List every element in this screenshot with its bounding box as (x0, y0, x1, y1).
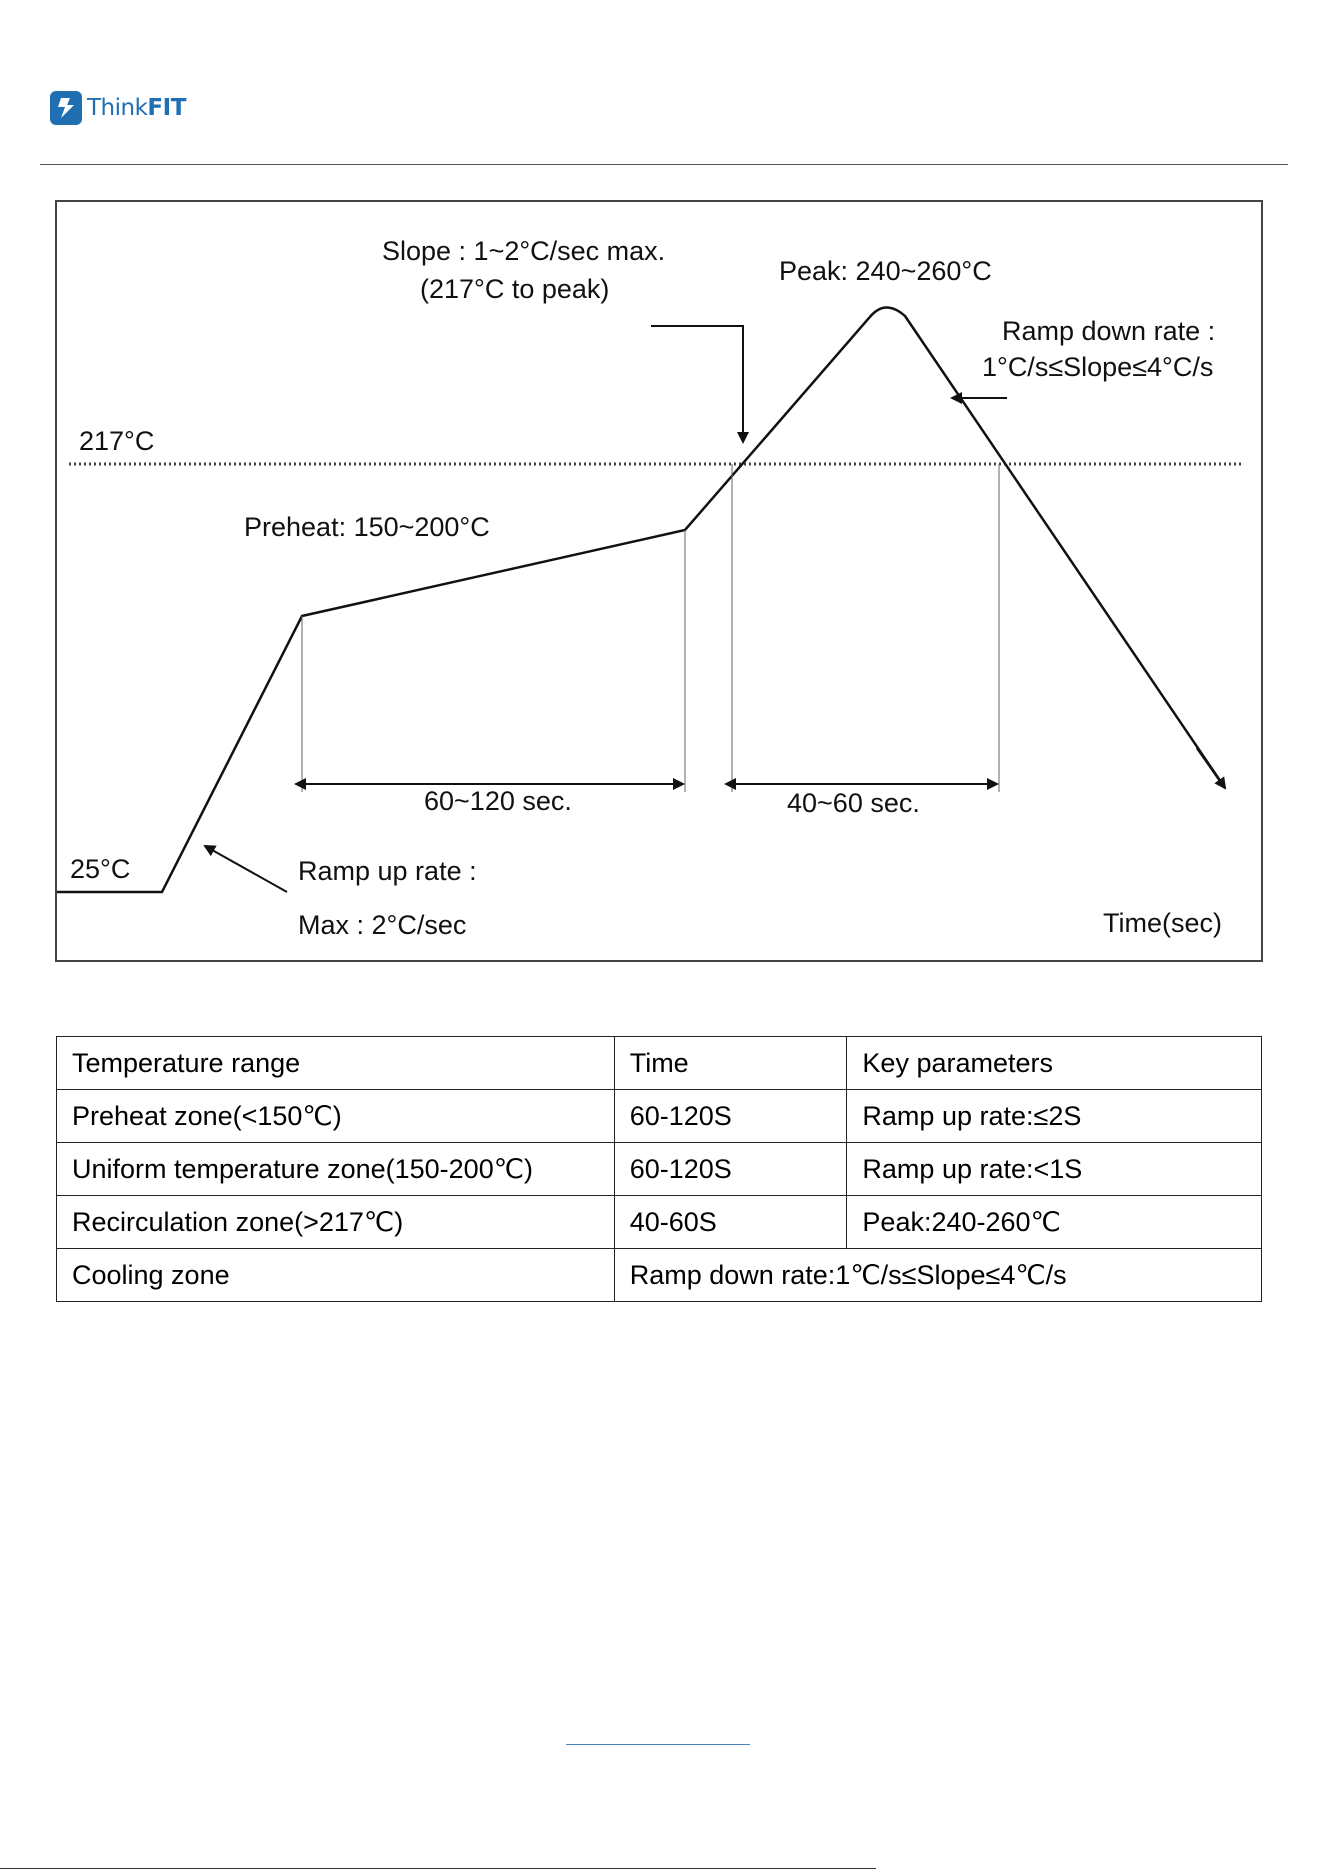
table-row (57, 1090, 1262, 1143)
header-time: Time (614, 1037, 847, 1090)
cell-time: 60-120S (614, 1090, 847, 1143)
ramp-down-label-line1: Ramp down rate : (1002, 316, 1216, 346)
profile-end-arrow (1197, 748, 1225, 788)
ramp-up-label-line2: Max : 2°C/sec (298, 910, 467, 940)
ramp-up-callout-arrow (205, 846, 287, 892)
logo-wordmark (87, 95, 186, 121)
slope-label-line2: (217°C to peak) (420, 274, 610, 304)
thinkfit-logo-icon (50, 91, 82, 125)
start-temp-label: 25°C (70, 854, 131, 884)
table-row (57, 1196, 1262, 1249)
reflow-parameters-table (56, 1036, 1262, 1302)
logo-text-bold: FIT (147, 95, 186, 121)
cell-key: Ramp up rate:<1S (847, 1143, 1262, 1196)
preheat-time-label: 60~120 sec. (424, 786, 572, 816)
liquidus-temp-label: 217°C (79, 426, 155, 456)
slope-callout-arrow (651, 326, 743, 442)
cell-merged: Ramp down rate:1℃/s≤Slope≤4℃/s (614, 1249, 1261, 1302)
cell-time: 60-120S (614, 1143, 847, 1196)
ramp-up-label-line1: Ramp up rate : (298, 856, 477, 886)
header-divider (40, 164, 1288, 165)
x-axis-label: Time(sec) (1103, 908, 1222, 938)
cell-range: Preheat zone(<150℃) (57, 1090, 615, 1143)
footer-divider (0, 1868, 876, 1869)
cell-range: Cooling zone (57, 1249, 615, 1302)
header-temperature-range: Temperature range (57, 1037, 615, 1090)
table-row (57, 1143, 1262, 1196)
cell-key: Ramp up rate:≤2S (847, 1090, 1262, 1143)
table-row (57, 1249, 1262, 1302)
cell-time: 40-60S (614, 1196, 847, 1249)
thinkfit-logo (50, 90, 186, 126)
temperature-profile-curve (57, 307, 1225, 892)
cell-range: Recirculation zone(>217℃) (57, 1196, 615, 1249)
table-header-row (57, 1037, 1262, 1090)
slope-label-line1: Slope : 1~2°C/sec max. (382, 236, 666, 266)
peak-label: Peak: 240~260°C (779, 256, 992, 286)
logo-text-regular: Think (87, 95, 148, 121)
ramp-down-label-line2: 1°C/s≤Slope≤4°C/s (982, 352, 1214, 382)
preheat-label: Preheat: 150~200°C (244, 512, 490, 542)
header-key-parameters: Key parameters (847, 1037, 1262, 1090)
reflow-profile-figure (55, 200, 1263, 962)
footer-link-underline[interactable] (566, 1744, 750, 1745)
cell-range: Uniform temperature zone(150-200℃) (57, 1143, 615, 1196)
reflow-time-label: 40~60 sec. (787, 788, 920, 818)
cell-key: Peak:240-260℃ (847, 1196, 1262, 1249)
